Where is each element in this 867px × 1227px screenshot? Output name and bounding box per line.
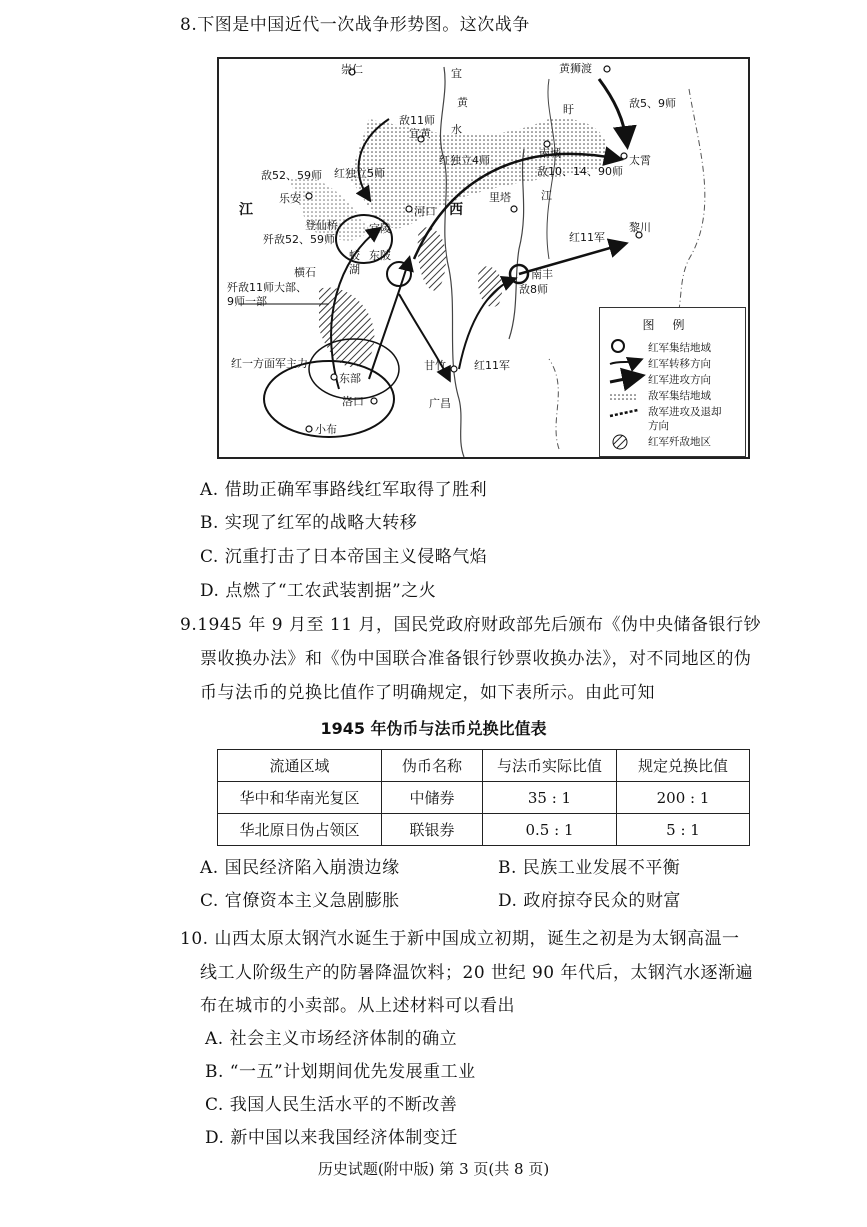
map-label-xi: 西 bbox=[449, 202, 463, 218]
map-label-luokou: 洛口 bbox=[342, 395, 364, 408]
map-label-hongdu4: 红独立4师 bbox=[439, 154, 490, 167]
table-cell: 35 : 1 bbox=[483, 782, 617, 814]
map-label-dengxianqiao: 登仙桥 bbox=[305, 219, 338, 232]
map-label-di101490: 敌10、14、90师 bbox=[537, 165, 623, 178]
map-label-huangshidu: 黄狮渡 bbox=[559, 62, 592, 75]
legend-item-enemy-gather: 敌军集结地域 bbox=[648, 390, 711, 402]
q9-option-c: C. 官僚资本主义急剧膨胀 bbox=[200, 891, 400, 911]
map-label-yi: 宜 bbox=[451, 67, 462, 80]
map-label-hong11: 红11军 bbox=[474, 359, 510, 372]
map-label-yisu: 宜陵 bbox=[369, 222, 391, 235]
q10-option-d: D. 新中国以来我国经济体制变迁 bbox=[205, 1128, 458, 1148]
map-label-guangchang: 广昌 bbox=[429, 397, 451, 410]
map-label-ganzhu: 甘竹 bbox=[424, 359, 446, 372]
q9-option-a: A. 国民经济陷入崩溃边缘 bbox=[200, 858, 400, 878]
map-label-di8: 敌8师 bbox=[519, 283, 548, 296]
battle-map bbox=[217, 57, 750, 459]
map-label-jiao: 蛟 bbox=[349, 249, 360, 262]
q10-option-a: A. 社会主义市场经济体制的确立 bbox=[205, 1029, 458, 1049]
legend-item-enemy-move: 敌军进攻及退却 bbox=[648, 406, 722, 418]
map-label-hu: 湖 bbox=[349, 263, 360, 276]
table-cell: 中储券 bbox=[382, 782, 483, 814]
q8-stem: 8.下图是中国近代一次战争形势图。这次战争 bbox=[180, 15, 530, 35]
q8-option-b: B. 实现了红军的战略大转移 bbox=[200, 513, 418, 533]
legend-item-red-move: 红军转移方向 bbox=[648, 358, 711, 370]
map-label-dongbei: 东陂 bbox=[369, 249, 391, 262]
table-header: 流通区域 bbox=[218, 750, 382, 782]
map-label-main-army: 红一方面军主力 bbox=[231, 357, 308, 370]
table-cell: 200 : 1 bbox=[617, 782, 750, 814]
legend-item-red-gather: 红军集结地域 bbox=[648, 342, 711, 354]
map-label-jian5259: 歼敌52、59师 bbox=[263, 233, 335, 246]
map-label-hengshi: 横石 bbox=[294, 266, 316, 279]
q10-stem-line-1: 10. 山西太原太钢汽水诞生于新中国成立初期，诞生之初是为太钢高温一 bbox=[180, 929, 740, 949]
map-label-di11: 敌11师 bbox=[399, 114, 435, 127]
q8-option-a: A. 借助正确军事路线红军取得了胜利 bbox=[200, 480, 488, 500]
table-cell: 联银券 bbox=[382, 814, 483, 846]
map-label-di5259: 敌52、59师 bbox=[261, 169, 322, 182]
table-header: 伪币名称 bbox=[382, 750, 483, 782]
map-label-shui: 水 bbox=[451, 123, 462, 136]
map-label-lichuan: 黎川 bbox=[629, 221, 651, 234]
q8-option-c: C. 沉重打击了日本帝国主义侵略气焰 bbox=[200, 547, 488, 567]
q10-stem-line-2: 线工人阶级生产的防暑降温饮料；20 世纪 90 年代后，太钢汽水逐渐遍 bbox=[200, 963, 753, 983]
q9-option-d: D. 政府掠夺民众的财富 bbox=[498, 891, 681, 911]
q8-option-d: D. 点燃了“工农武装割据”之火 bbox=[200, 581, 437, 601]
legend-item-red-attack: 红军进攻方向 bbox=[648, 374, 711, 386]
map-label-jiang-l: 江 bbox=[239, 202, 253, 218]
map-label-litan: 里塔 bbox=[489, 191, 511, 204]
legend-item-annihilate: 红军歼敌地区 bbox=[648, 436, 711, 448]
map-legend bbox=[599, 307, 746, 457]
map-label-hekou: 河口 bbox=[414, 205, 436, 218]
map-label-jiang-r: 江 bbox=[541, 189, 552, 202]
map-label-hong11-top: 红11军 bbox=[569, 231, 605, 244]
table-row bbox=[218, 782, 750, 814]
map-label-taixiao: 太霄 bbox=[629, 154, 651, 167]
map-label-jian9: 9师一部 bbox=[227, 295, 267, 308]
q10-option-b: B. “一五”计划期间优先发展重工业 bbox=[205, 1062, 476, 1082]
map-label-nancheng: 南城 bbox=[539, 147, 561, 160]
map-label-huang: 黄 bbox=[457, 96, 468, 109]
table-cell: 华中和华南光复区 bbox=[218, 782, 382, 814]
q9-stem-line-3: 币与法币的兑换比值作了明确规定，如下表所示。由此可知 bbox=[200, 683, 655, 703]
map-label-jian11: 歼敌11师大部、 bbox=[227, 281, 307, 294]
q10-option-c: C. 我国人民生活水平的不断改善 bbox=[205, 1095, 458, 1115]
legend-symbols bbox=[606, 338, 646, 458]
table-header: 与法币实际比值 bbox=[483, 750, 617, 782]
exchange-rate-table bbox=[217, 749, 750, 846]
legend-item-enemy-move-2: 方向 bbox=[648, 420, 669, 432]
map-label-xiaobu: 小布 bbox=[315, 423, 337, 436]
table-header: 规定兑换比值 bbox=[617, 750, 750, 782]
q9-option-b: B. 民族工业发展不平衡 bbox=[498, 858, 681, 878]
legend-title: 图例 bbox=[642, 318, 703, 332]
table-cell: 5 : 1 bbox=[617, 814, 750, 846]
map-label-di59: 敌5、9师 bbox=[629, 97, 676, 110]
page-footer: 历史试题(附中版) 第 3 页(共 8 页) bbox=[317, 1160, 550, 1178]
map-label-lean: 乐安 bbox=[279, 192, 301, 205]
map-label-xu: 盱 bbox=[563, 103, 574, 116]
table-row bbox=[218, 814, 750, 846]
q10-stem-line-3: 布在城市的小卖部。从上述材料可以看出 bbox=[200, 996, 515, 1016]
map-label-yihuang: 宜黄 bbox=[409, 127, 431, 140]
map-label-dongbu: 东部 bbox=[339, 372, 361, 385]
map-label-nanfeng: 南丰 bbox=[531, 268, 553, 281]
table-title: 1945 年伪币与法币兑换比值表 bbox=[320, 719, 547, 738]
table-cell: 华北原日伪占领区 bbox=[218, 814, 382, 846]
map-label-chongren: 崇仁 bbox=[341, 63, 363, 76]
table-cell: 0.5 : 1 bbox=[483, 814, 617, 846]
table-header-row bbox=[218, 750, 750, 782]
map-label-hongdu5: 红独立5师 bbox=[334, 167, 385, 180]
q9-stem-line-1: 9.1945 年 9 月至 11 月，国民党政府财政部先后颁布《伪中央储备银行钞 bbox=[180, 615, 761, 635]
q9-stem-line-2: 票收换办法》和《伪中国联合准备银行钞票收换办法》，对不同地区的伪 bbox=[200, 649, 752, 669]
